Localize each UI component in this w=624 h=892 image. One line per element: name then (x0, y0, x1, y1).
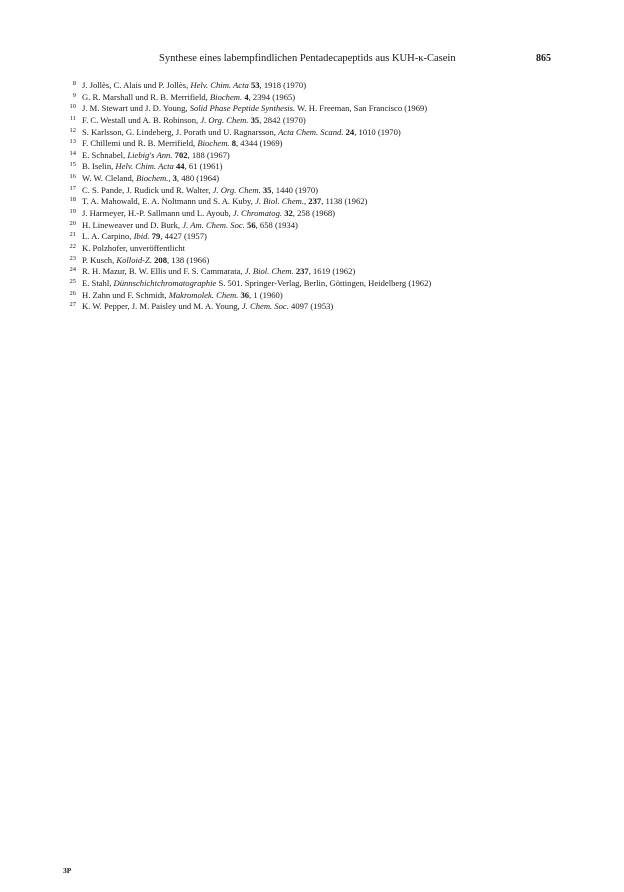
reference-segment: K. W. Pepper, J. M. Paisley und M. A. Young, (82, 301, 242, 312)
reference-source: J. Org. Chem. (200, 114, 249, 125)
reference-volume: 53 (250, 80, 260, 90)
reference-segment: , 4427 (1957) (160, 231, 207, 242)
running-title: Synthese eines labempfindlichen Pentadecapeptids aus KUH-κ-Casein (159, 53, 456, 64)
reference-segment: , 138 (1966) (167, 254, 210, 265)
reference-item (60, 80, 580, 92)
reference-text (82, 161, 223, 173)
reference-source: J. Chem. Soc. (241, 301, 289, 312)
reference-number: 11 (69, 114, 76, 122)
reference-text (82, 92, 295, 104)
reference-item (60, 220, 580, 232)
reference-text (82, 138, 283, 150)
reference-text (82, 231, 207, 243)
reference-segment: S. 501. Springer-Verlag, Berlin, Göttingen, Heidelberg (1962) (216, 277, 432, 288)
reference-item (60, 161, 580, 173)
reference-segment: , 188 (1967) (187, 149, 230, 160)
reference-source: Solid Phase Peptide Synthesis. (189, 103, 296, 114)
reference-source: J. Am. Chem. Soc. (182, 219, 245, 230)
reference-volume: 237 (295, 266, 309, 277)
signature-mark: 3P (63, 866, 72, 875)
reference-segment: , 1010 (1970) (354, 126, 401, 137)
reference-volume: 32 (284, 208, 293, 219)
reference-item (60, 255, 580, 267)
reference-number: 14 (69, 149, 76, 157)
reference-number: 27 (69, 301, 76, 309)
reference-segment: L. A. Carpino, (82, 231, 134, 242)
reference-segment: F. Chillemi und R. B. Merrifield, (82, 138, 198, 149)
reference-volume: 79 (151, 231, 161, 242)
reference-segment: S. Karlsson, G. Lindeberg, J. Porath und U. Ragnarsson, (82, 126, 279, 137)
reference-text (82, 243, 185, 255)
reference-segment: , 480 (1964) (176, 173, 220, 184)
reference-segment: F. C. Westall und A. B. Robinson, (82, 114, 201, 125)
reference-segment: , (304, 196, 309, 207)
reference-segment: J. Harmeyer, H.-P. Sallmann und L. Ayoub, (82, 208, 233, 219)
reference-text (82, 255, 209, 267)
reference-volume: 35 (262, 184, 272, 195)
reference-number: 10 (69, 103, 76, 111)
reference-source: J. Chromatog. (232, 208, 283, 219)
reference-source: J. Org. Chem. (212, 184, 261, 195)
reference-number: 20 (69, 219, 76, 227)
reference-list (60, 80, 580, 313)
reference-volume: 24 (345, 126, 355, 137)
reference-segment: B. Iselin, (82, 161, 116, 172)
reference-source: Biochem. (197, 138, 230, 149)
reference-segment: K. Polzhofer, unveröffentlicht (82, 242, 186, 253)
reference-number: 22 (69, 242, 76, 250)
reference-segment: 4097 (1953) (288, 301, 334, 312)
reference-item (60, 185, 580, 197)
reference-text (82, 301, 333, 313)
reference-item (60, 103, 580, 115)
reference-segment: J. M. Stewart und J. D. Young, (82, 103, 190, 114)
reference-item (60, 92, 580, 104)
reference-segment: , 1138 (1962) (321, 196, 368, 207)
reference-segment: , 4344 (1969) (236, 138, 283, 149)
reference-volume: 36 (240, 289, 250, 300)
reference-segment: W. H. Freeman, San Francisco (1969) (295, 103, 428, 114)
reference-text (82, 173, 219, 185)
reference-item (60, 173, 580, 185)
reference-volume: 237 (308, 196, 322, 207)
reference-text (82, 266, 355, 278)
reference-volume: 4 (244, 91, 249, 102)
reference-item (60, 231, 580, 243)
reference-text (82, 278, 431, 290)
reference-text (82, 185, 318, 197)
reference-source: Makromolek. Chem. (168, 289, 239, 300)
reference-segment: , 1918 (1970) (259, 80, 307, 90)
reference-number: 12 (69, 126, 76, 134)
reference-segment: H. Lineweaver und D. Burk, (82, 219, 183, 230)
reference-volume: 208 (154, 254, 168, 265)
reference-item (60, 301, 580, 313)
reference-segment: C. S. Pande, J. Rudick und R. Walter, (82, 184, 213, 195)
reference-text (82, 196, 367, 208)
reference-source: Acta Chem. Scand. (278, 126, 344, 137)
reference-number: 26 (69, 289, 76, 297)
reference-segment: H. Zahn und F. Schmidt, (82, 289, 169, 300)
reference-item (60, 290, 580, 302)
reference-item (60, 208, 580, 220)
reference-volume: 3 (172, 173, 177, 184)
reference-source: Liebig's Ann. (127, 149, 173, 160)
reference-volume: 8 (231, 138, 236, 149)
reference-segment: , 1619 (1962) (308, 266, 356, 277)
reference-segment: P. Kusch, (82, 254, 117, 265)
reference-segment: , 1 (1960) (249, 289, 283, 300)
reference-item (60, 138, 580, 150)
reference-item (60, 278, 580, 290)
reference-segment: , 2394 (1965) (248, 91, 296, 102)
page-header (0, 53, 624, 69)
reference-segment: E. Schnabel, (82, 149, 128, 160)
reference-number: 21 (69, 231, 76, 239)
reference-source: Biochem. (209, 91, 243, 102)
reference-number: 9 (72, 91, 76, 99)
reference-source: Kolloid-Z. (116, 254, 152, 265)
reference-item (60, 243, 580, 255)
reference-source: Ibid. (133, 231, 150, 242)
reference-number: 23 (69, 254, 76, 262)
reference-segment: , 258 (1968) (292, 208, 336, 219)
reference-volume: 44 (175, 161, 185, 172)
reference-item (60, 115, 580, 127)
reference-volume: 35 (250, 114, 260, 125)
reference-source: Helv. Chim. Acta (190, 80, 249, 90)
reference-source: J. Biol. Chem. (255, 196, 304, 207)
reference-source: J. Biol. Chem. (244, 266, 294, 277)
reference-segment: , 2842 (1970) (259, 114, 306, 125)
reference-text (82, 290, 283, 302)
reference-segment: , 61 (1961) (184, 161, 223, 172)
reference-segment: R. H. Mazur, B. W. Ellis und F. S. Cammarata, (82, 266, 245, 277)
reference-segment: T. A. Mahowald, E. A. Noltmann und S. A. Kuby, (82, 196, 256, 207)
reference-number: 19 (69, 208, 76, 216)
reference-source: Biochem. (136, 173, 169, 184)
reference-segment: , 1440 (1970) (271, 184, 319, 195)
reference-segment: , (168, 173, 173, 184)
reference-item (60, 150, 580, 162)
page-number: 865 (536, 53, 551, 64)
reference-text (82, 115, 306, 127)
reference-item (60, 127, 580, 139)
reference-source: Helv. Chim. Acta (115, 161, 174, 172)
reference-item (60, 266, 580, 278)
reference-item (60, 196, 580, 208)
reference-number: 18 (69, 196, 76, 204)
reference-source: Dünnschichtchromatographie (113, 277, 217, 288)
reference-text (82, 220, 298, 232)
reference-text (82, 150, 230, 162)
reference-text (82, 208, 335, 220)
reference-number: 25 (69, 277, 76, 285)
reference-segment: W. W. Cleland, (82, 173, 137, 184)
reference-volume: 702 (174, 149, 188, 160)
reference-number: 8 (72, 80, 76, 87)
reference-segment: G. R. Marshall und R. B. Merrifield, (82, 91, 210, 102)
reference-number: 16 (69, 173, 76, 181)
reference-number: 17 (69, 184, 76, 192)
reference-number: 24 (69, 266, 76, 274)
reference-text (82, 80, 306, 92)
reference-segment: , 658 (1934) (255, 219, 298, 230)
reference-number: 13 (69, 138, 76, 146)
reference-text (82, 103, 427, 115)
reference-text (82, 127, 401, 139)
reference-number: 15 (69, 161, 76, 169)
reference-segment: E. Stahl, (82, 277, 114, 288)
reference-volume: 56 (247, 219, 256, 230)
reference-segment: J. Jollès, C. Alais und P. Jollès, (82, 80, 191, 90)
